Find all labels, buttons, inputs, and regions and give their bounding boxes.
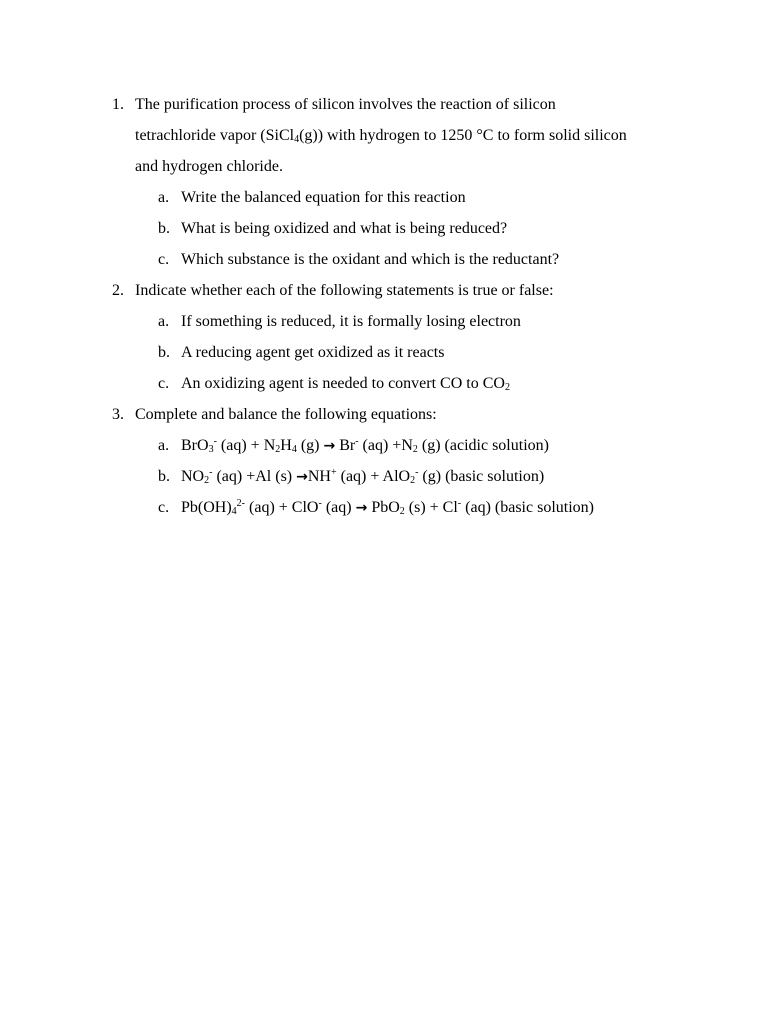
text-run: Which substance is the oxidant and which is the reductant? xyxy=(181,251,560,268)
subscript: 4 xyxy=(231,506,237,517)
text-run: BrO xyxy=(181,437,209,454)
text-run: (g) (basic solution) xyxy=(418,468,545,485)
sub-question-letter: c. xyxy=(158,375,170,392)
text-run: An oxidizing agent is needed to convert CO to CO xyxy=(181,375,505,392)
sub-question-letter: a. xyxy=(158,313,170,330)
sub-question-3-c xyxy=(112,492,682,523)
sub-question-text xyxy=(181,430,549,462)
subscript: 2 xyxy=(275,444,281,455)
question-1-line xyxy=(112,89,682,120)
text-run: The purification process of silicon involves the reaction of silicon xyxy=(135,96,556,113)
sub-question-1-a xyxy=(112,182,682,213)
text-run: (aq) + AlO xyxy=(336,468,411,485)
sub-question-letter: b. xyxy=(158,220,170,237)
question-number: 3. xyxy=(112,406,124,423)
text-run: NH xyxy=(307,468,331,485)
sub-question-text xyxy=(181,368,510,399)
question-number: 2. xyxy=(112,282,124,299)
sub-question-3-a xyxy=(112,430,682,461)
question-text xyxy=(135,275,554,306)
text-run: Write the balanced equation for this reaction xyxy=(181,189,466,206)
sub-question-2-a xyxy=(112,306,682,337)
text-run: (aq) + ClO xyxy=(245,499,319,516)
superscript: - xyxy=(457,498,462,509)
superscript: 2- xyxy=(236,498,246,509)
sub-question-text xyxy=(181,461,544,493)
superscript: - xyxy=(355,436,359,447)
text-run: (aq) + N xyxy=(216,437,276,454)
sub-question-text xyxy=(181,337,444,368)
question-1-line xyxy=(112,120,682,151)
question-text xyxy=(135,89,556,120)
question-number: 1. xyxy=(112,96,124,113)
text-run: (g) xyxy=(296,437,324,454)
text-run: (aq) +Al (s) xyxy=(212,468,297,485)
text-run: (s) + Cl xyxy=(404,499,458,516)
text-run: Br xyxy=(335,437,356,454)
sub-question-text xyxy=(181,213,507,244)
sub-question-2-c xyxy=(112,368,682,399)
question-3-line xyxy=(112,399,682,430)
sub-question-2-b xyxy=(112,337,682,368)
text-run: (g)) with hydrogen to 1250 °C to form solid silicon xyxy=(299,127,627,144)
question-text xyxy=(135,120,627,151)
question-1-line xyxy=(112,151,682,182)
text-run: Pb(OH) xyxy=(181,499,232,516)
subscript: 2 xyxy=(399,506,405,517)
subscript: 2 xyxy=(410,475,416,486)
sub-question-letter: a. xyxy=(158,189,170,206)
text-run: (g) (acidic solution) xyxy=(417,437,549,454)
text-run: (aq) +N xyxy=(358,437,413,454)
text-run: PbO xyxy=(367,499,400,516)
reaction-arrow-icon: → xyxy=(355,500,368,516)
text-run: (aq) xyxy=(321,499,356,516)
sub-question-text xyxy=(181,492,594,524)
superscript: - xyxy=(318,498,322,509)
sub-question-letter: b. xyxy=(158,468,170,485)
subscript: 4 xyxy=(294,134,300,145)
text-run: What is being oxidized and what is being reduced? xyxy=(181,220,508,237)
question-2-line xyxy=(112,275,682,306)
text-run: A reducing agent get oxidized as it reacts xyxy=(181,344,445,361)
text-run: and hydrogen chloride. xyxy=(135,158,283,175)
subscript: 2 xyxy=(504,382,510,393)
subscript: 3 xyxy=(208,444,214,455)
sub-question-3-b xyxy=(112,461,682,492)
question-list xyxy=(112,89,682,523)
subscript: 4 xyxy=(291,444,297,455)
sub-question-1-b xyxy=(112,213,682,244)
sub-question-text xyxy=(181,244,559,275)
sub-question-letter: b. xyxy=(158,344,170,361)
text-run: H xyxy=(280,437,292,454)
question-text xyxy=(135,399,437,430)
reaction-arrow-icon: → xyxy=(296,469,308,485)
text-run: If something is reduced, it is formally losing electron xyxy=(181,313,521,330)
sub-question-letter: a. xyxy=(158,437,170,454)
text-run: Complete and balance the following equations: xyxy=(135,406,437,423)
subscript: 2 xyxy=(412,444,418,455)
sub-question-letter: c. xyxy=(158,499,170,516)
superscript: - xyxy=(209,467,213,478)
superscript: - xyxy=(415,467,419,478)
superscript: + xyxy=(330,467,337,478)
text-run: tetrachloride vapor (SiCl xyxy=(135,127,295,144)
superscript: - xyxy=(213,436,217,447)
question-text xyxy=(135,151,283,182)
text-run: Indicate whether each of the following statements is true or false: xyxy=(135,282,554,299)
text-run: (aq) (basic solution) xyxy=(461,499,594,516)
reaction-arrow-icon: → xyxy=(323,438,336,454)
sub-question-letter: c. xyxy=(158,251,170,268)
sub-question-text xyxy=(181,182,466,213)
sub-question-text xyxy=(181,306,521,337)
text-run: NO xyxy=(181,468,205,485)
subscript: 2 xyxy=(204,475,210,486)
sub-question-1-c xyxy=(112,244,682,275)
